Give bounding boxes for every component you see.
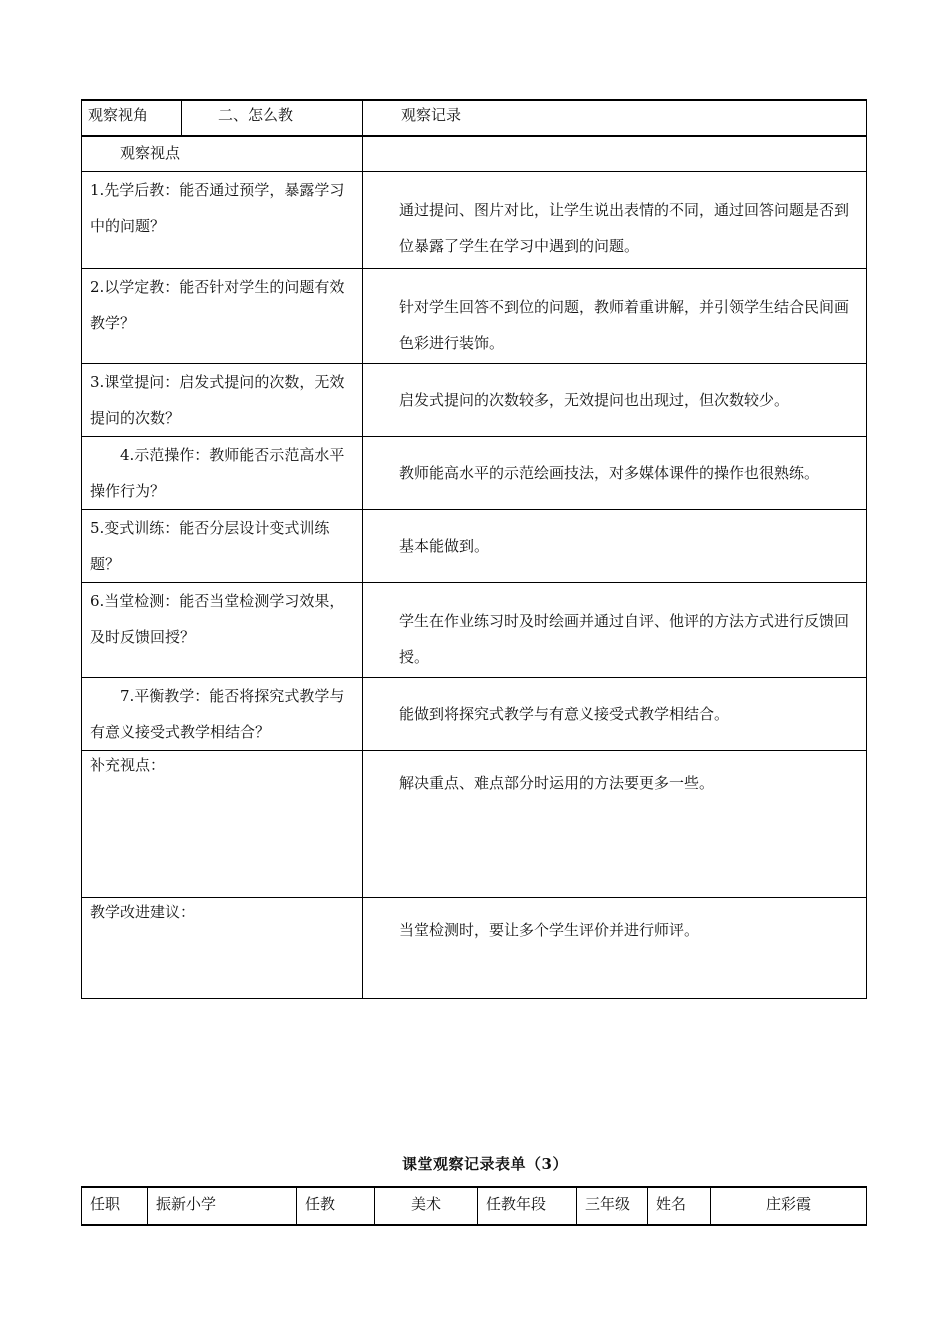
teacher-info-table [81, 1186, 867, 1226]
observation-row [82, 437, 867, 510]
suggestion-record: 当堂检测时，要让多个学生评价并进行师评。 [363, 898, 867, 999]
observation-header-row [82, 100, 867, 136]
observation-table [81, 99, 867, 999]
observation-point-text: 4.示范操作：教师能否示范高水平操作行为？ [90, 446, 345, 500]
observation-row [82, 678, 867, 751]
observation-point [82, 678, 363, 751]
observation-record: 启发式提问的次数较多，无效提问也出现过，但次数较少。 [363, 364, 867, 437]
observation-point: 5.变式训练：能否分层设计变式训练题？ [82, 510, 363, 583]
observation-row [82, 364, 867, 437]
observation-row [82, 510, 867, 583]
observation-record: 教师能高水平的示范绘画技法，对多媒体课件的操作也很熟练。 [363, 437, 867, 510]
name-value: 庄彩霞 [711, 1187, 867, 1225]
subject-value: 美术 [375, 1187, 478, 1225]
observation-row [82, 583, 867, 678]
name-label: 姓名 [648, 1187, 711, 1225]
school-value: 振新小学 [148, 1187, 297, 1225]
observation-point: 3.课堂提问：启发式提问的次数，无效提问的次数？ [82, 364, 363, 437]
observation-point-text: 7.平衡教学：能否将探究式教学与有意义接受式教学相结合？ [90, 687, 345, 741]
observation-row [82, 172, 867, 269]
header-observation-angle: 观察视角 [82, 100, 182, 136]
supplement-label: 补充视点： [82, 751, 363, 898]
suggestion-row [82, 898, 867, 999]
header-observation-record: 观察记录 [363, 100, 867, 136]
grade-value: 三年级 [577, 1187, 648, 1225]
subject-label: 任教 [297, 1187, 375, 1225]
observation-points-label: 观察视点 [82, 136, 363, 172]
form-title: 课堂观察记录表单（3） [402, 1155, 568, 1173]
observation-point: 1.先学后教：能否通过预学，暴露学习中的问题？ [82, 172, 363, 269]
observation-record: 基本能做到。 [363, 510, 867, 583]
header-how-to-teach: 二、怎么教 [182, 100, 363, 136]
observation-record: 能做到将探究式教学与有意义接受式教学相结合。 [363, 678, 867, 751]
observation-subheader-empty [363, 136, 867, 172]
teacher-info-row [82, 1187, 867, 1225]
suggestion-label: 教学改进建议： [82, 898, 363, 999]
observation-record: 针对学生回答不到位的问题，教师着重讲解，并引领学生结合民间画色彩进行装饰。 [363, 269, 867, 364]
observation-row [82, 269, 867, 364]
observation-point [82, 437, 363, 510]
role-label: 任职 [82, 1187, 148, 1225]
observation-point: 6.当堂检测：能否当堂检测学习效果，及时反馈回授？ [82, 583, 363, 678]
grade-label: 任教年段 [478, 1187, 577, 1225]
observation-point: 2.以学定教：能否针对学生的问题有效教学？ [82, 269, 363, 364]
observation-record: 学生在作业练习时及时绘画并通过自评、他评的方法方式进行反馈回授。 [363, 583, 867, 678]
supplement-record: 解决重点、难点部分时运用的方法要更多一些。 [363, 751, 867, 898]
supplement-row [82, 751, 867, 898]
observation-record: 通过提问、图片对比，让学生说出表情的不同，通过回答问题是否到位暴露了学生在学习中遇到的问题。 [363, 172, 867, 269]
observation-subheader-row [82, 136, 867, 172]
